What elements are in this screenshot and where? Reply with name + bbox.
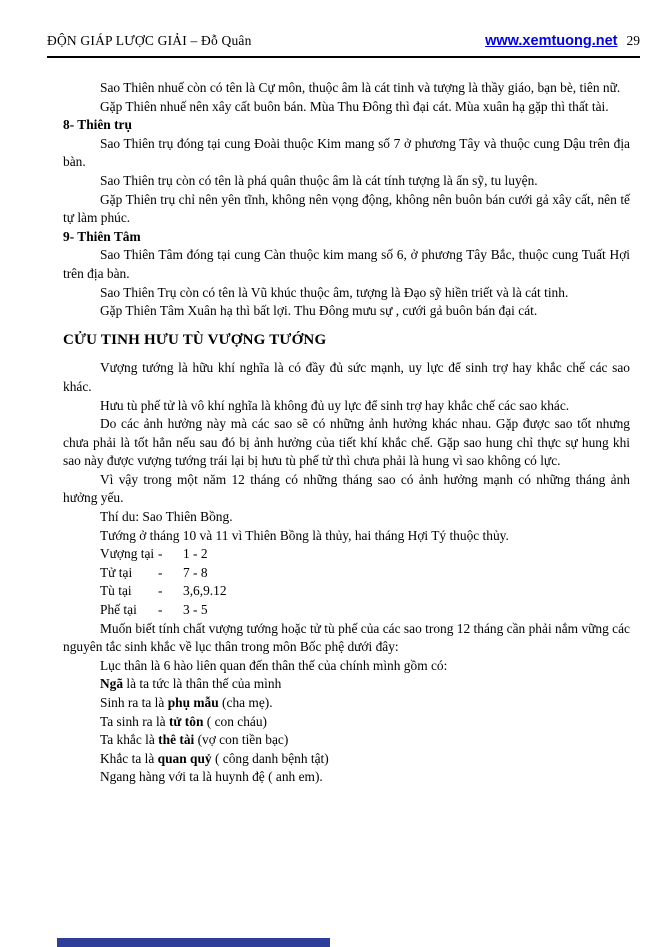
text-segment: Vì vậy trong một năm 12 tháng có những tháng sao có ảnh hưởng mạnh có những tháng ảnh hưởng yếu. xyxy=(63,471,630,506)
paragraph xyxy=(63,172,630,191)
paragraph xyxy=(63,135,630,172)
text-segment: ( con cháu) xyxy=(203,713,267,729)
paragraph xyxy=(63,284,630,303)
paragraph xyxy=(63,768,630,787)
stat-row xyxy=(63,545,630,564)
document-title: ĐỘN GIÁP LƯỢC GIẢI – Đỗ Quân xyxy=(47,33,252,48)
text-segment: Hưu tù phế tử là vô khí nghĩa là không đủ uy lực để sinh trợ hay khắc chế các sao khác. xyxy=(100,397,570,413)
bold-term: phụ mẫu xyxy=(167,695,219,710)
paragraph xyxy=(63,246,630,283)
text-segment: Vượng tướng là hữu khí nghĩa là có đầy đủ sức mạnh, uy lực để sinh trợ hay khắc chế các sao khác. xyxy=(63,360,630,394)
text-segment: Muốn biết tính chất vượng tướng hoặc tử tù phế của các sao trong 12 tháng cần phải nắm vững các nguyên tắc sinh khắc về lục thân trong môn Bốc phệ dưới đây: xyxy=(63,620,630,655)
paragraph xyxy=(63,397,630,416)
text-segment: Gặp Thiên Tâm Xuân hạ thì bất lợi. Thu Đông mưu sự , cưới gả buôn bán đại cát. xyxy=(100,303,538,319)
page-number: 29 xyxy=(626,33,640,48)
stat-row xyxy=(63,564,630,583)
text-segment: (vợ con tiền bạc) xyxy=(194,732,289,748)
website-link[interactable]: www.xemtuong.net xyxy=(485,33,618,49)
stat-label: Phế tại xyxy=(100,602,137,618)
stat-row xyxy=(63,601,630,620)
text-segment: là ta tức là thân thế của mình xyxy=(123,676,282,692)
stat-dash: - xyxy=(158,546,163,562)
text-segment: Gặp Thiên trụ chỉ nên yên tĩnh, không nên vọng động, không nên buôn bán cưới gả xây cất, nên tế tự làm phúc. xyxy=(63,191,630,226)
stat-row xyxy=(63,582,630,601)
paragraph xyxy=(63,731,630,750)
document-body xyxy=(63,79,630,787)
bold-term: thê tài xyxy=(158,732,195,748)
stat-label: Tù tại xyxy=(100,583,132,599)
text-segment: Sao Thiên trụ đóng tại cung Đoài thuộc Kim mang số 7 ở phương Tây và thuộc cung Dậu trên địa bàn. xyxy=(63,135,630,170)
bold-term: Ngã xyxy=(100,676,124,692)
text-segment: Sao Thiên Tâm đóng tại cung Càn thuộc kim mang số 6, ở phương Tây Bắc, thuộc cung Tuất Hợi trên địa bàn. xyxy=(63,247,630,281)
paragraph xyxy=(63,471,630,508)
stat-value: 3,6,9.12 xyxy=(183,583,227,599)
stat-dash: - xyxy=(158,583,163,599)
paragraph xyxy=(63,79,630,98)
stat-value: 7 - 8 xyxy=(183,564,208,580)
text-segment: Sao Thiên nhuế còn có tên là Cự môn, thuộc âm là cát tinh và tượng là thầy giáo, bạn bè, tiên nữ. xyxy=(100,80,621,95)
paragraph xyxy=(63,694,630,713)
text-segment: Tướng ở tháng 10 và 11 vì Thiên Bồng là thủy, hai tháng Hợi Tý thuộc thủy. xyxy=(100,527,509,543)
text-segment: ( công danh bệnh tật) xyxy=(211,750,329,766)
paragraph xyxy=(63,508,630,527)
sub-heading: 9- Thiên Tâm xyxy=(63,228,141,244)
section-title: CỬU TINH HƯU TÙ VƯỢNG TƯỚNG xyxy=(63,331,327,348)
text-segment: Sao Thiên Trụ còn có tên là Vũ khúc thuộc âm, tượng là Đạo sỹ hiền triết và là cát tinh. xyxy=(100,284,569,300)
paragraph xyxy=(63,191,630,228)
stat-label: Vượng tại xyxy=(100,546,155,562)
paragraph xyxy=(63,713,630,732)
page-header xyxy=(47,33,640,58)
paragraph xyxy=(63,98,630,117)
paragraph xyxy=(63,750,630,769)
bold-term: quan quỷ xyxy=(157,750,212,766)
text-segment: Sinh ra ta là xyxy=(100,695,168,710)
paragraph xyxy=(63,359,630,396)
footer-bar xyxy=(57,938,330,947)
paragraph xyxy=(63,302,630,321)
stat-dash: - xyxy=(158,602,163,618)
text-segment: Lục thân là 6 hào liên quan đến thân thế của chính mình gồm có: xyxy=(100,657,448,673)
text-segment: Do các ảnh hưởng này mà các sao sẽ có những ảnh hưởng khác nhau. Gặp được sao tốt nhưng chưa phải là tốt hẳn nếu sau đó bị ảnh hưởng của tiết khí khắc chế. Gặp sao hung chỉ thực sự hung khi sao này được vượng tướng trái lại bị hưu tù phế tử thì chưa phải là hung vì sao không có lực. xyxy=(63,416,630,469)
bold-term: tử tôn xyxy=(168,713,204,729)
text-segment: Ta sinh ra là xyxy=(100,713,169,729)
text-segment: Gặp Thiên nhuế nên xây cất buôn bán. Mùa Thu Đông thì đại cát. Mùa xuân hạ gặp thì thất tài. xyxy=(100,98,609,114)
text-segment: Ta khắc là xyxy=(100,732,159,748)
paragraph xyxy=(63,657,630,676)
paragraph xyxy=(63,415,630,471)
text-segment: Khắc ta là xyxy=(100,750,158,766)
text-segment: (cha mẹ). xyxy=(218,695,273,710)
text-segment: Sao Thiên trụ còn có tên là phá quân thuộc âm là cát tính tượng là ẩn sỹ, tu luyện. xyxy=(100,172,538,188)
paragraph xyxy=(63,675,630,694)
paragraph xyxy=(63,527,630,546)
stat-label: Tử tại xyxy=(100,564,133,580)
header-divider xyxy=(47,56,640,58)
stat-value: 1 - 2 xyxy=(183,546,208,562)
stat-dash: - xyxy=(158,564,163,580)
stat-value: 3 - 5 xyxy=(183,602,208,618)
text-segment: Ngang hàng với ta là huynh đệ ( anh em). xyxy=(100,769,323,785)
text-segment: Thí du: Sao Thiên Bồng. xyxy=(100,509,233,525)
paragraph xyxy=(63,620,630,657)
sub-heading: 8- Thiên trụ xyxy=(63,117,132,133)
